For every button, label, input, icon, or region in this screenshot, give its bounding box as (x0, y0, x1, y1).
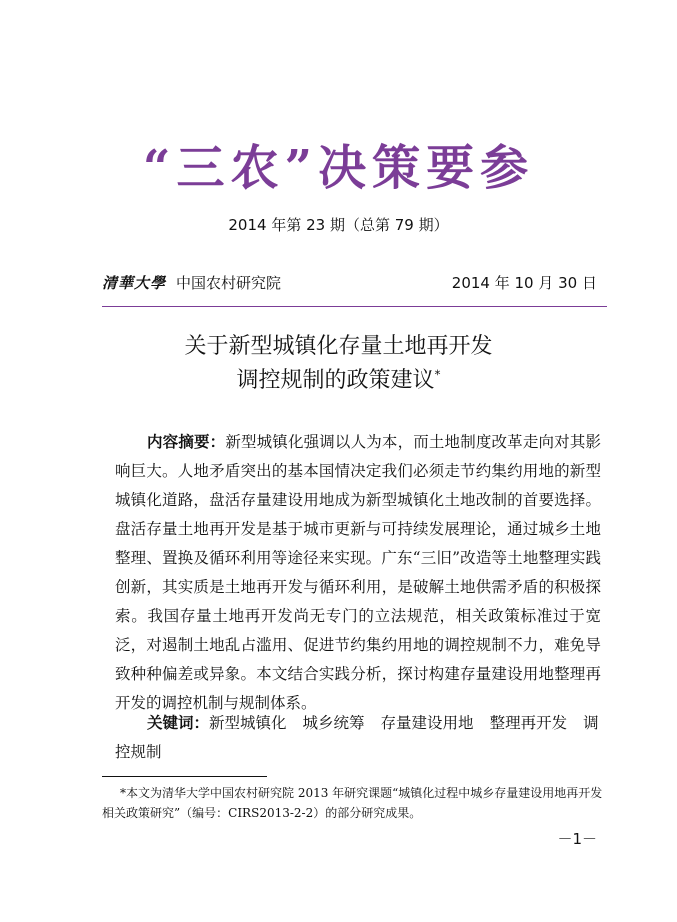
keyword-item: 存量建设用地 (380, 714, 474, 732)
keywords (115, 709, 601, 767)
keywords-label: 关键词： (147, 714, 210, 732)
title-footnote-mark: * (434, 367, 441, 382)
footnote: *本文为清华大学中国农村研究院 2013 年研究课题“城镇化过程中城乡存量建设用地再开发相关政策研究”（编号：CIRS2013-2-2）的部分研究成果。 (102, 786, 603, 820)
institute-name: 中国农村研究院 (176, 274, 282, 292)
keyword-item: 新型城镇化 (209, 714, 287, 732)
masthead-title: “三农”决策要参 (142, 140, 535, 196)
abstract (115, 428, 601, 718)
page-number: －1－ (557, 830, 597, 848)
abstract-text: 新型城镇化强调以人为本，而土地制度改革走向对其影响巨大。人地矛盾突出的基本国情决定我们必须走节约集约用地的新型城镇化道路，盘活存量建设用地成为新型城镇化土地改制的首要选择。盘活存量土地再开发是基于城市更新与可持续发展理论，通过城乡土地整理、置换及循环利用等途径来实现。广东“三旧”改造等土地整理实践创新，其实质是土地再开发与循环利用，是破解土地供需矛盾的积极探索。我国存量土地再开发尚无专门的立法规范，相关政策标准过于宽泛，对遏制土地乱占滥用、促进节约集约用地的调控规制不力，难免导致种种偏差或异象。本文结合实践分析，探讨构建存量建设用地整理再开发的调控机制与规制体系。 (115, 433, 601, 712)
footnote-divider (102, 776, 267, 777)
issue-number: 2014 年第 23 期（总第 79 期） (228, 216, 449, 234)
abstract-label: 内容摘要： (147, 433, 226, 451)
publish-date: 2014 年 10 月 30 日 (451, 274, 597, 292)
article-title (0, 330, 677, 398)
title-line-1: 关于新型城镇化存量土地再开发 (184, 334, 493, 359)
title-line-2: 调控规制的政策建议* (236, 367, 441, 393)
university-logo-text: 清華大學 (102, 274, 167, 292)
keyword-item: 城乡统筹 (302, 714, 365, 732)
header-divider (102, 306, 607, 307)
publisher (102, 273, 281, 293)
keyword-item: 整理再开发 (489, 714, 568, 732)
keyword-item: 调控规制 (115, 714, 599, 761)
